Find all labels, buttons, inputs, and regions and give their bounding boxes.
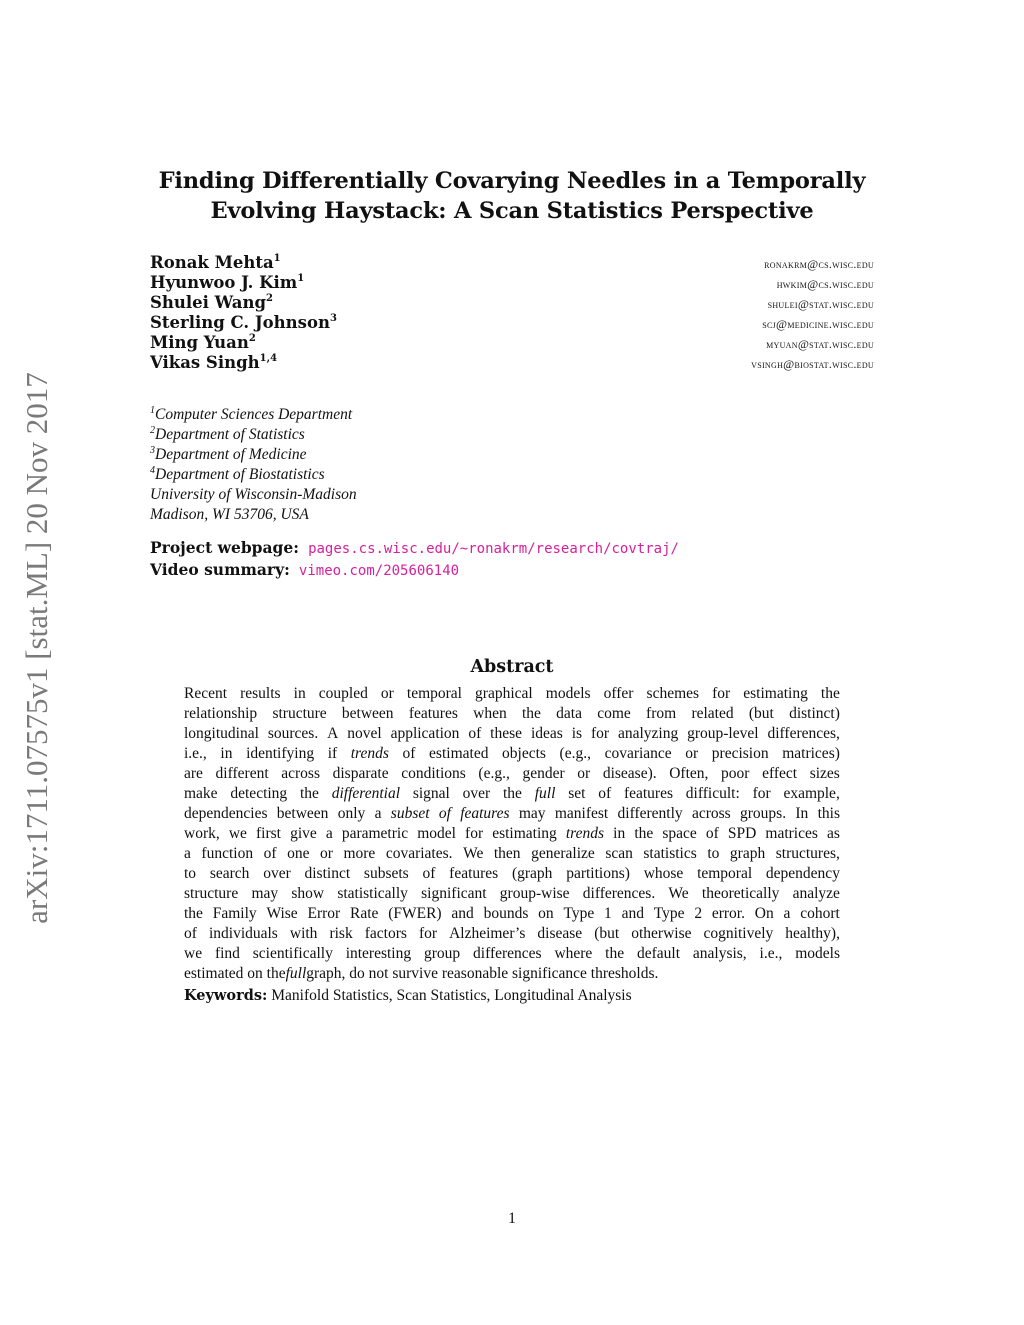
affiliation-text: Department of Biostatistics <box>155 466 325 483</box>
title-line-1: Finding Differentially Covarying Needles in a Temporally <box>158 168 866 194</box>
abstract-line: make detecting the differential signal over the full set of features difficult: for example, <box>184 785 840 802</box>
arxiv-identifier-text: arXiv:1711.07575v1 [stat.ML] 20 Nov 2017 <box>19 371 54 924</box>
author-email[interactable]: scj@medicine.wisc.edu <box>762 317 874 331</box>
abstract-line: dependencies between only a subset of features may manifest differently across groups. In this <box>184 805 840 822</box>
keywords-label: Keywords: <box>184 987 268 1004</box>
abstract-line: the Family Wise Error Rate (FWER) and bounds on Type 1 and Type 2 error. On a cohort <box>184 905 840 922</box>
author-name <box>150 333 256 353</box>
affiliation-line <box>150 505 570 525</box>
abstract-line: to search over distinct subsets of features (graph partitions) whose temporal dependency <box>184 865 840 882</box>
abstract-line: of individuals with risk factors for Alzheimer’s disease (but otherwise cognitively healthy), <box>184 925 840 942</box>
video-summary-row <box>150 559 874 581</box>
author-name-text: Shulei Wang <box>150 293 267 312</box>
author-name <box>150 353 277 373</box>
page-number: 1 <box>508 1210 516 1227</box>
author-name-text: Ronak Mehta <box>150 253 274 272</box>
project-webpage-row <box>150 537 874 559</box>
links-block <box>150 537 874 581</box>
title-line-2: Evolving Haystack: A Scan Statistics Perspective <box>210 198 814 224</box>
affiliation-text: Department of Statistics <box>155 426 305 443</box>
affiliation-block <box>150 405 570 525</box>
abstract-line: we find scientifically interesting group differences where the default analysis, i.e., models <box>184 945 840 962</box>
author-email[interactable]: myuan@stat.wisc.edu <box>766 337 874 351</box>
author-list <box>150 253 874 373</box>
author-email[interactable]: hwkim@cs.wisc.edu <box>776 277 874 291</box>
author-row <box>150 333 874 353</box>
affiliation-line <box>150 485 570 505</box>
abstract-line: structure may show statistically significant group-wise differences. We theoretically analyze <box>184 885 840 902</box>
abstract-line: are different across disparate conditions (e.g., gender or disease). Often, poor effect sizes <box>184 765 840 782</box>
affiliation-mark: 3 <box>150 445 155 456</box>
abstract-line: work, we first give a parametric model for estimating trends in the space of SPD matrices as <box>184 825 840 842</box>
author-row <box>150 293 874 313</box>
project-webpage-label: Project webpage: <box>150 538 299 557</box>
keywords-line <box>184 986 840 1006</box>
author-row <box>150 253 874 273</box>
author-name <box>150 253 281 273</box>
abstract-line: i.e., in identifying if trends of estimated objects (e.g., covariance or precision matrices) <box>184 745 840 762</box>
author-email[interactable]: ronakrm@cs.wisc.edu <box>764 257 874 271</box>
author-email[interactable]: vsingh@biostat.wisc.edu <box>751 357 874 371</box>
affiliation-text: University of Wisconsin-Madison <box>150 486 357 503</box>
author-email[interactable]: shulei@stat.wisc.edu <box>767 297 874 311</box>
abstract-line: Recent results in coupled or temporal graphical models offer schemes for estimating the <box>184 685 840 702</box>
author-affiliation-mark: 2 <box>248 333 256 344</box>
author-row <box>150 353 874 373</box>
paper-title <box>150 166 874 226</box>
affiliation-line <box>150 405 570 425</box>
abstract-line: estimated on the full graph, do not survive reasonable significance thresholds. <box>184 965 659 982</box>
arxiv-identifier-stamp <box>13 340 61 955</box>
video-summary-label: Video summary: <box>150 560 290 579</box>
affiliation-line <box>150 425 570 445</box>
abstract-line: a function of one or more covariates. We then generalize scan statistics to graph structures, <box>184 845 840 862</box>
author-affiliation-mark: 1 <box>273 253 281 264</box>
abstract-heading: Abstract <box>470 657 554 677</box>
affiliation-text: Madison, WI 53706, USA <box>150 506 309 523</box>
author-affiliation-mark: 2 <box>266 293 273 304</box>
author-affiliation-mark: 3 <box>329 313 337 324</box>
affiliation-mark: 4 <box>150 465 155 476</box>
author-name <box>150 273 304 293</box>
author-name-text: Ming Yuan <box>150 333 249 352</box>
affiliation-text: Department of Medicine <box>155 446 307 463</box>
project-webpage-link[interactable]: pages.cs.wisc.edu/~ronakrm/research/covtraj/ <box>308 541 679 557</box>
author-name <box>150 293 273 313</box>
abstract-body <box>184 684 840 984</box>
abstract-line: longitudinal sources. A novel application of these ideas is for analyzing group-level differences, <box>184 725 840 742</box>
affiliation-line <box>150 445 570 465</box>
affiliation-mark: 2 <box>150 425 155 436</box>
author-affiliation-mark: 1,4 <box>259 353 278 364</box>
author-name-text: Sterling C. Johnson <box>150 313 330 332</box>
author-affiliation-mark: 1 <box>297 273 305 284</box>
abstract-line: relationship structure between features when the data come from related (but distinct) <box>184 705 840 722</box>
keywords-text: Manifold Statistics, Scan Statistics, Longitudinal Analysis <box>271 987 632 1004</box>
author-name-text: Vikas Singh <box>150 353 260 372</box>
author-row <box>150 313 874 333</box>
author-row <box>150 273 874 293</box>
affiliation-mark: 1 <box>150 405 155 416</box>
author-name <box>150 313 337 333</box>
video-summary-link[interactable]: vimeo.com/205606140 <box>298 563 460 579</box>
affiliation-line <box>150 465 570 485</box>
affiliation-text: Computer Sciences Department <box>155 406 353 423</box>
author-name-text: Hyunwoo J. Kim <box>150 273 298 292</box>
